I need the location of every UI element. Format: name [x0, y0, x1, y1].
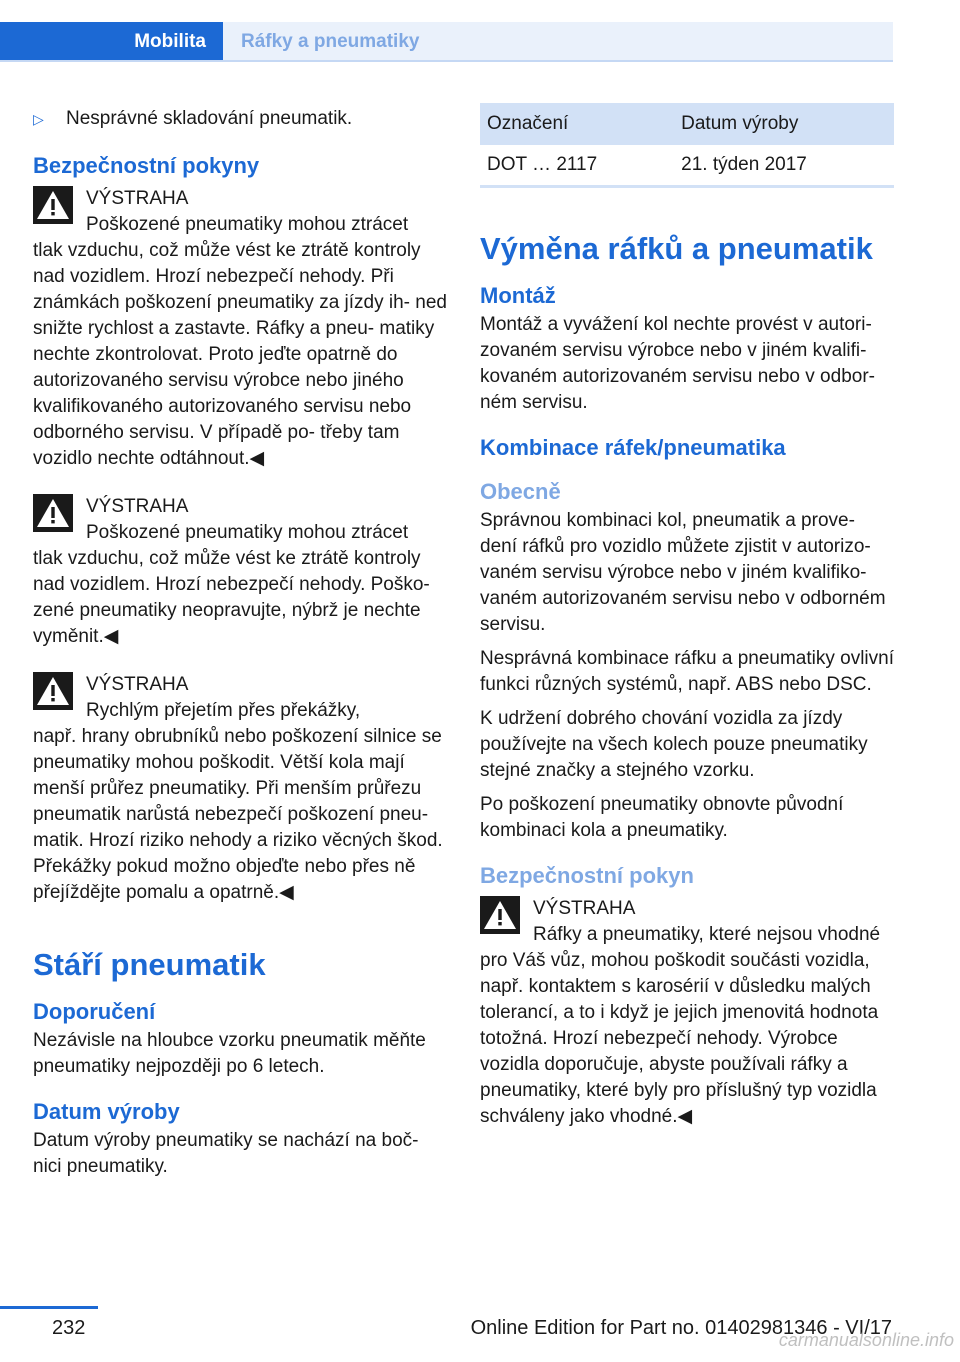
section-title-change: Výměna ráfků a pneumatik	[480, 231, 873, 266]
warning-first-line: Poškozené pneumatiky mohou ztrácet	[86, 522, 409, 543]
footer-divider	[0, 1306, 98, 1309]
production-date-text: Datum výroby pneumatiky se nachází na boč‐ nici pneumatiky.	[33, 1130, 419, 1177]
general-heading: Obecně	[480, 479, 561, 504]
watermark: carmanualsonline.info	[778, 1330, 954, 1350]
bullet-text: Nesprávné skladování pneumatik.	[66, 108, 353, 129]
paragraph: Správnou kombinaci kol, pneumatik a prove‐ dení ráfků pro vozidlo můžete zjistit v autorizo‐ vaném servisu výrobce nebo v jiném kvalifiko‐ vaném autorizovaném servisu nebo v odborném servisu.	[480, 510, 886, 635]
safety-heading-right: Bezpečnostní pokyn	[480, 863, 694, 888]
page-number: 232	[52, 1317, 86, 1339]
warning-title: VÝSTRAHA	[86, 188, 189, 209]
warning-block	[33, 672, 448, 906]
recommendation-heading: Doporučení	[33, 999, 156, 1024]
chapter-tab[interactable]: Mobilita	[0, 22, 223, 62]
production-date-table	[480, 103, 894, 188]
warning-text: tlak vzduchu, což může vést ke ztrátě kontroly nad vozidlem. Hrozí nebezpečí nehody. Při známkách poškození pneumatiky za jízdy ih‐ ned snižte rychlost a zastavte. Ráfky a pneu‐ matiky nechte zkontrolovat. Proto jeďte opatrně do autorizovaného servisu výrobce nebo jiného kvalifikovaného autorizovaného servisu nebo odborného servisu. V případě po‐ třeby tam vozidlo nechte odtáhnout.◀	[33, 240, 447, 469]
right-column	[480, 103, 894, 1152]
paragraph: Po poškození pneumatiky obnovte původní kombinaci kola a pneumatiky.	[480, 794, 844, 841]
table-cell: 21. týden 2017	[674, 145, 894, 187]
warning-block	[33, 494, 448, 650]
table-header-row	[480, 103, 894, 145]
left-column	[33, 96, 448, 1188]
safety-heading: Bezpečnostní pokyny	[33, 153, 260, 178]
section-title-tire-age: Stáří pneumatik	[33, 947, 266, 982]
edition-note: Online Edition for Part no. 01402981346 - VI/17	[470, 1317, 892, 1339]
warning-block	[33, 186, 448, 472]
combo-heading: Kombinace ráfek/pneumatika	[480, 435, 786, 460]
warning-block	[480, 896, 894, 1130]
warning-text: tlak vzduchu, což může vést ke ztrátě kontroly nad vozidlem. Hrozí nebezpečí nehody. Poško‐ zené pneumatiky neopravujte, nýbrž je nechte vyměnit.◀	[33, 548, 430, 647]
warning-title: VÝSTRAHA	[86, 674, 189, 695]
warning-icon	[33, 494, 73, 532]
bullet-item	[33, 106, 448, 132]
warning-first-line: Ráfky a pneumatiky, které nejsou vhodné	[533, 924, 881, 945]
table-cell: DOT … 2117	[480, 145, 674, 187]
mount-text: Montáž a vyvážení kol nechte provést v autori‐ zovaném servisu výrobce nebo v jiném kvalifi‐ kovaném autorizovaném servisu nebo v odbor‐ ném servisu.	[480, 314, 875, 413]
mount-heading: Montáž	[480, 283, 556, 308]
warning-title: VÝSTRAHA	[533, 898, 636, 919]
section-tab[interactable]: Ráfky a pneumatiky	[223, 22, 893, 62]
header-divider	[0, 60, 893, 62]
table-row	[480, 145, 894, 187]
recommendation-text: Nezávisle na hloubce vzorku pneumatik měňte pneumatiky nejpozději po 6 letech.	[33, 1030, 426, 1077]
warning-title: VÝSTRAHA	[86, 496, 189, 517]
page-header	[0, 22, 893, 62]
production-date-heading: Datum výroby	[33, 1099, 180, 1124]
paragraph: K udržení dobrého chování vozidla za jízdy používejte na všech kolech pouze pneumatiky stejné značky a stejného vzorku.	[480, 708, 868, 781]
warning-first-line: Rychlým přejetím přes překážky,	[86, 700, 361, 721]
warning-text: např. hrany obrubníků nebo poškození silnice se pneumatiky mohou poškodit. Větší kola mají menší průřez pneumatiky. Při menším průřezu pneumatik narůstá nebezpečí poškození pneu‐ matik. Hrozí riziko nehody a riziko věcných škod. Překážky pokud možno objeďte nebo přes ně přejíždějte pomalu a opatrně.◀	[33, 726, 443, 903]
paragraph: Nesprávná kombinace ráfku a pneumatiky ovlivní funkci různých systémů, např. ABS nebo DSC.	[480, 648, 894, 695]
warning-icon	[480, 896, 520, 934]
triangle-bullet-icon: ▷	[33, 111, 44, 127]
warning-icon	[33, 672, 73, 710]
warning-icon	[33, 186, 73, 224]
table-header-cell: Označení	[480, 103, 674, 145]
warning-first-line: Poškozené pneumatiky mohou ztrácet	[86, 214, 409, 235]
table-header-cell: Datum výroby	[674, 103, 894, 145]
warning-text: pro Váš vůz, mohou poškodit součásti vozidla, např. kontaktem s karosérií v důsledku malých tolerancí, a to i když je jejich jmenovitá hodnota totožná. Hrozí nebezpečí nehody. Výrobce vozidla doporučuje, abyste používali ráfky a pneumatiky, které byly pro příslušný typ vozidla schváleny jako vhodné.◀	[480, 950, 879, 1127]
